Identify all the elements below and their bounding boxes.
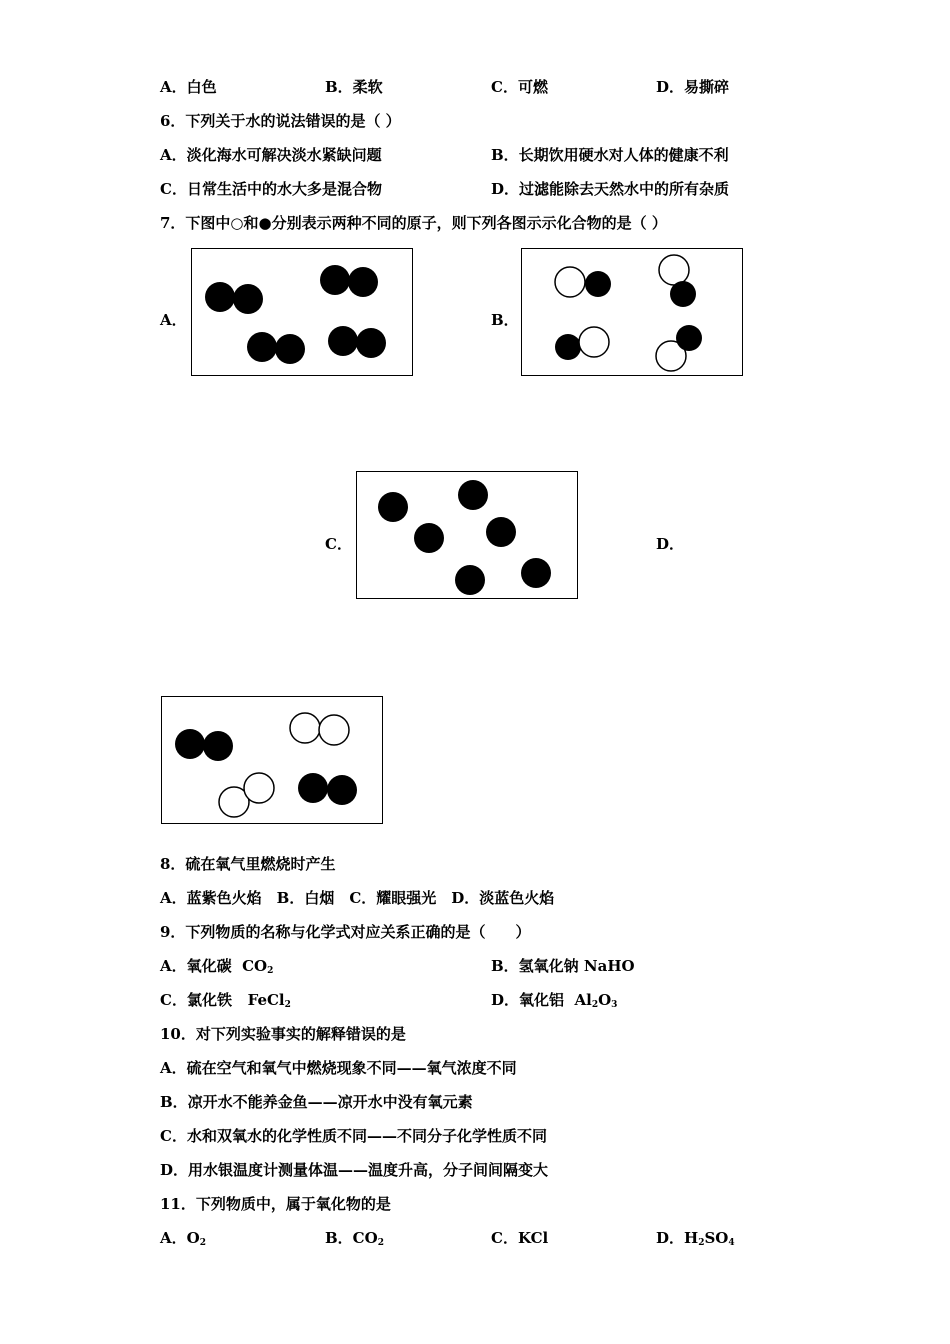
q9-option-a-formula: CO [242, 957, 268, 975]
q6-option-a: A．淡化海水可解决淡水紧缺问题 [160, 146, 382, 164]
q9-option-a-subscript: 2 [267, 966, 274, 976]
q11-option-a [160, 1228, 206, 1253]
q11-option-b-formula: B．CO [325, 1229, 378, 1247]
q5-option-c: C．可燃 [491, 78, 548, 96]
q7-diagram-d [161, 696, 383, 824]
q9-option-c-name: C．氯化铁 [160, 991, 232, 1009]
q9-option-b: B．氢氧化钠 NaHO [491, 957, 635, 975]
q9-option-d-sub-2: 3 [611, 1000, 618, 1010]
q11-option-d-formula-1: D．H [656, 1229, 699, 1247]
q10-option-a: A．硫在空气和氧气中燃烧现象不同——氧气浓度不同 [160, 1059, 517, 1077]
q9-option-d-formula-2: O [598, 991, 612, 1009]
q11-option-d-sub-1: 2 [698, 1238, 705, 1248]
q7-label-c: C． [325, 535, 352, 553]
q9-option-a [160, 956, 273, 981]
q9-option-d-formula-1: Al [574, 991, 592, 1009]
q9-option-d [491, 990, 617, 1015]
q11-option-b-subscript: 2 [377, 1238, 384, 1248]
q6-option-c: C．日常生活中的水大多是混合物 [160, 180, 382, 198]
q9-option-a-name: A．氧化碳 [160, 957, 232, 975]
q10-option-b: B．凉开水不能养金鱼——凉开水中没有氧元素 [160, 1093, 473, 1111]
q9-option-c-subscript: 2 [284, 1000, 291, 1010]
q9-option-d-name: D．氧化铝 [491, 991, 565, 1009]
q9-option-c-formula: FeCl [247, 991, 285, 1009]
q6-option-b: B．长期饮用硬水对人体的健康不利 [491, 146, 729, 164]
q10-option-c: C．水和双氧水的化学性质不同——不同分子化学性质不同 [160, 1127, 547, 1145]
molecule-diagram-c [357, 472, 579, 600]
q6-option-d: D．过滤能除去天然水中的所有杂质 [491, 180, 730, 198]
q8-options: A．蓝紫色火焰 B．白烟 C．耀眼强光 D．淡蓝色火焰 [160, 889, 555, 907]
q11-option-a-subscript: 2 [199, 1238, 206, 1248]
q11-option-d [656, 1228, 735, 1253]
q10-option-d: D．用水银温度计测量体温——温度升高，分子间间隔变大 [160, 1161, 549, 1179]
q5-option-d: D．易撕碎 [656, 78, 730, 96]
q7-stem: 7．下图中○和●分别表示两种不同的原子，则下列各图示示化合物的是（ ） [160, 214, 667, 232]
q11-option-a-formula: A．O [160, 1229, 200, 1247]
molecule-diagram-b [522, 249, 744, 377]
q7-diagram-a [191, 248, 413, 376]
q7-label-b: B． [491, 311, 519, 329]
q11-option-d-formula-2: SO [704, 1229, 729, 1247]
q9-option-c [160, 990, 291, 1015]
q7-diagram-c [356, 471, 578, 599]
q6-stem: 6．下列关于水的说法错误的是（ ） [160, 112, 401, 130]
q9-stem: 9．下列物质的名称与化学式对应关系正确的是（ ） [160, 923, 531, 941]
q11-stem: 11．下列物质中，属于氧化物的是 [160, 1195, 391, 1213]
q5-option-a: A．白色 [160, 78, 217, 96]
q7-diagram-b [521, 248, 743, 376]
q11-option-b [325, 1228, 384, 1253]
q7-label-d: D． [656, 535, 685, 553]
q11-option-d-sub-2: 4 [728, 1238, 735, 1248]
molecule-diagram-d [162, 697, 384, 825]
q7-label-a: A． [160, 311, 187, 329]
q5-option-b: B．柔软 [325, 78, 383, 96]
q8-stem: 8．硫在氧气里燃烧时产生 [160, 855, 336, 873]
q9-option-d-sub-1: 2 [591, 1000, 599, 1010]
molecule-diagram-a [192, 249, 414, 377]
q11-option-c: C．KCl [491, 1229, 549, 1247]
q10-stem: 10．对下列实验事实的解释错误的是 [160, 1025, 406, 1043]
